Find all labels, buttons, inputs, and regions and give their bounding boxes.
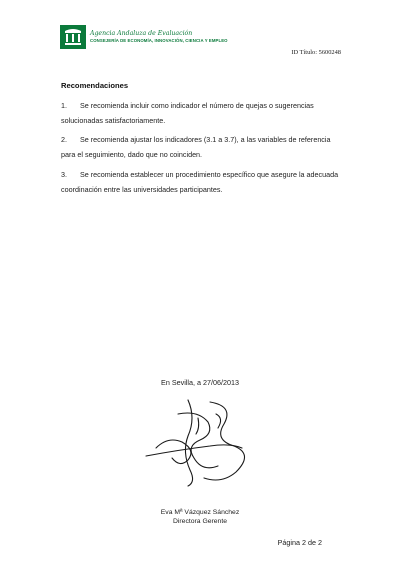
signer-title: Directora Gerente <box>172 518 228 525</box>
recommendation-text: Se recomienda ajustar los indicadores (3.1 a 3.7), a las variables de referencia para el seguimiento, dado que no coinciden. <box>61 135 331 159</box>
signer-name: Eva Mª Vázquez Sánchez <box>160 509 240 516</box>
recommendation-number: 2. <box>61 135 67 144</box>
place-and-date: En Sevilla, a 27/06/2013 <box>161 378 239 387</box>
page-number: Página 2 de 2 <box>277 538 322 547</box>
recommendation-item <box>61 98 343 128</box>
recommendation-number: 1. <box>61 101 67 110</box>
logo-ministry-name: CONSEJERÍA DE ECONOMÍA, INNOVACIÓN, CIENCIA Y EMPLEO <box>90 38 228 43</box>
section-heading: Recomendaciones <box>61 81 129 90</box>
recommendation-item <box>61 167 343 197</box>
logo-agency-name: Agencia Andaluza de Evaluación <box>90 30 193 37</box>
recommendation-text: Se recomienda establecer un procedimiento específico que asegure la adecuada coordinación entre las universidades participantes. <box>61 170 339 194</box>
recommendation-text: Se recomienda incluir como indicador el número de quejas o sugerencias solucionadas satisfactoriamente. <box>61 101 314 125</box>
recommendation-item <box>61 132 343 162</box>
recommendation-number: 3. <box>61 170 67 179</box>
document-id: ID Título: 5600248 <box>291 49 341 56</box>
andalucia-emblem-icon <box>60 25 86 49</box>
handwritten-signature <box>138 388 268 488</box>
signer-block <box>0 508 400 526</box>
agency-logo <box>60 25 228 51</box>
